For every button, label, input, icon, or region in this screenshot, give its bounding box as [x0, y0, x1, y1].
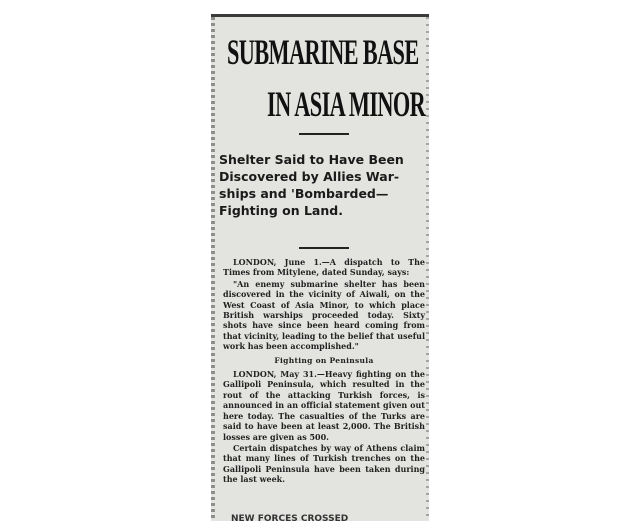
dispatch-intro: LONDON, June 1.—A dispatch to The Times from Mitylene, dated Sunday, says: [223, 257, 425, 278]
article-body [223, 257, 425, 486]
newspaper-clipping [211, 14, 429, 521]
paragraph-gallipoli: LONDON, May 31.—Heavy fighting on the Gallipoli Peninsula, which resulted in the rout of the attacking Turkish forces, is announced in an official statement given out here today. The casualties of the Turks are said to have been at least 2,000. The British losses are given as 500. [223, 369, 425, 442]
deck-line: Fighting on Land. [219, 203, 343, 218]
headline-line-1: SUBMARINE BASE [227, 32, 419, 72]
headline-line-2: IN ASIA MINOR [267, 84, 426, 124]
deck-headline [219, 151, 423, 219]
next-article-headline: NEW FORCES CROSSED [231, 514, 349, 521]
subheading: Fighting on Peninsula [274, 355, 374, 365]
headline-rule [299, 133, 349, 135]
deck-line: Shelter Said to Have Been [219, 152, 404, 167]
dispatch-quote: "An enemy submarine shelter has been discovered in the vicinity of Aiwali, on the West Coast of Asia Minor, to which place British warships proceeded today. Sixty shots have since been heard coming from that vicinity, leading to the belief that useful work has been accomplished." [223, 278, 425, 352]
deck-line: Discovered by Allies War- [219, 169, 400, 184]
deck-rule [299, 247, 349, 249]
paragraph-athens: Certain dispatches by way of Athens claim that many lines of Turkish trenches on the Gallipoli Peninsula have been taken during the last week. [223, 442, 425, 485]
deck-line: ships and 'Bombarded— [219, 186, 389, 201]
